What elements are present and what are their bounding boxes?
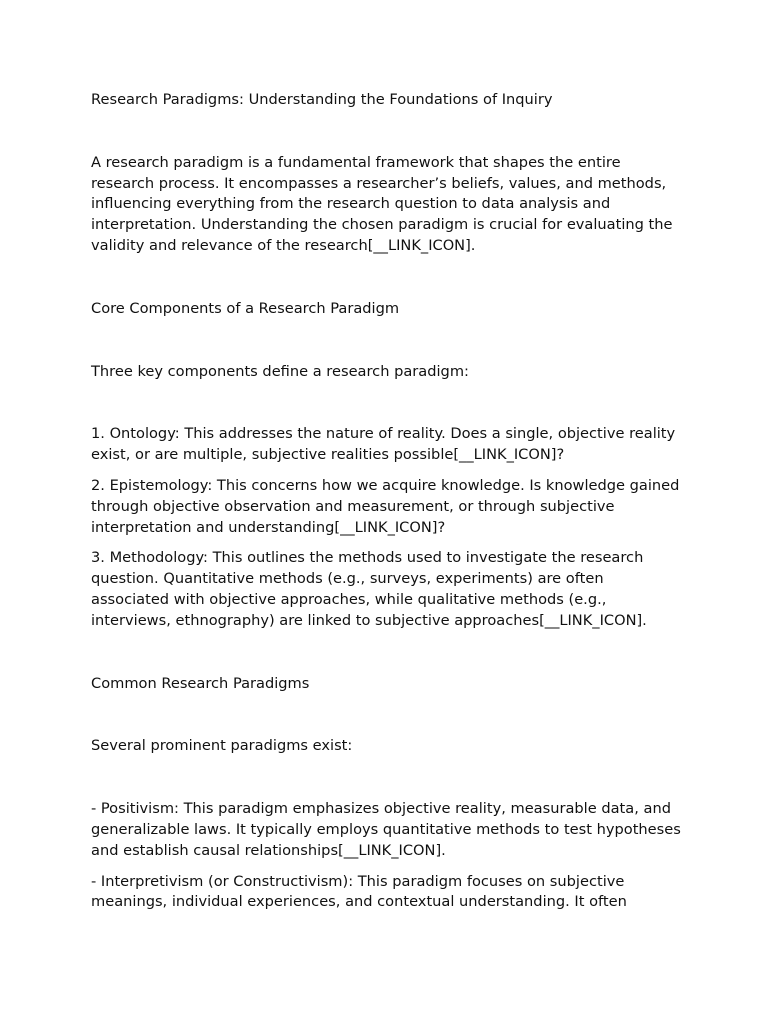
intro-paragraph: A research paradigm is a fundamental framework that shapes the entire research process. It encompasses a researcher’s beliefs, values, and methods, influencing everything from the research question to data analysis and interpretation. Understanding the chosen paradigm is crucial for evaluating the validity and relevance of the research[__LINK_ICON].	[91, 153, 673, 254]
paradigm-positivism: - Positivism: This paradigm emphasizes objective reality, measurable data, and generalizable laws. It typically employs quantitative methods to test hypotheses and establish causal relationships[__LINK_ICON].	[91, 800, 681, 859]
component-ontology: 1. Ontology: This addresses the nature of reality. Does a single, objective reality exist, or are multiple, subjective realities possible[__LINK_ICON]?	[91, 425, 676, 464]
common-paradigms-heading: Common Research Paradigms	[91, 674, 310, 692]
common-paradigms-lead: Several prominent paradigms exist:	[91, 737, 353, 755]
component-methodology: 3. Methodology: This outlines the methods used to investigate the research question. Quantitative methods (e.g., surveys, experiments) are often associated with objective approaches, while qualitative methods (e.g., interviews, ethnography) are linked to subjective approaches[__LINK_ICON].	[91, 549, 647, 629]
core-components-lead: Three key components define a research paradigm:	[91, 362, 469, 380]
paradigm-interpretivism: - Interpretivism (or Constructivism): This paradigm focuses on subjective meanings, individual experiences, and contextual understanding. It often	[91, 872, 627, 911]
document-body	[91, 90, 681, 923]
document-title: Research Paradigms: Understanding the Foundations of Inquiry	[91, 91, 553, 108]
core-components-heading: Core Components of a Research Paradigm	[91, 299, 400, 317]
component-epistemology: 2. Epistemology: This concerns how we acquire knowledge. Is knowledge gained through objective observation and measurement, or through subjective interpretation and understanding[__LINK_ICON]?	[91, 476, 680, 536]
